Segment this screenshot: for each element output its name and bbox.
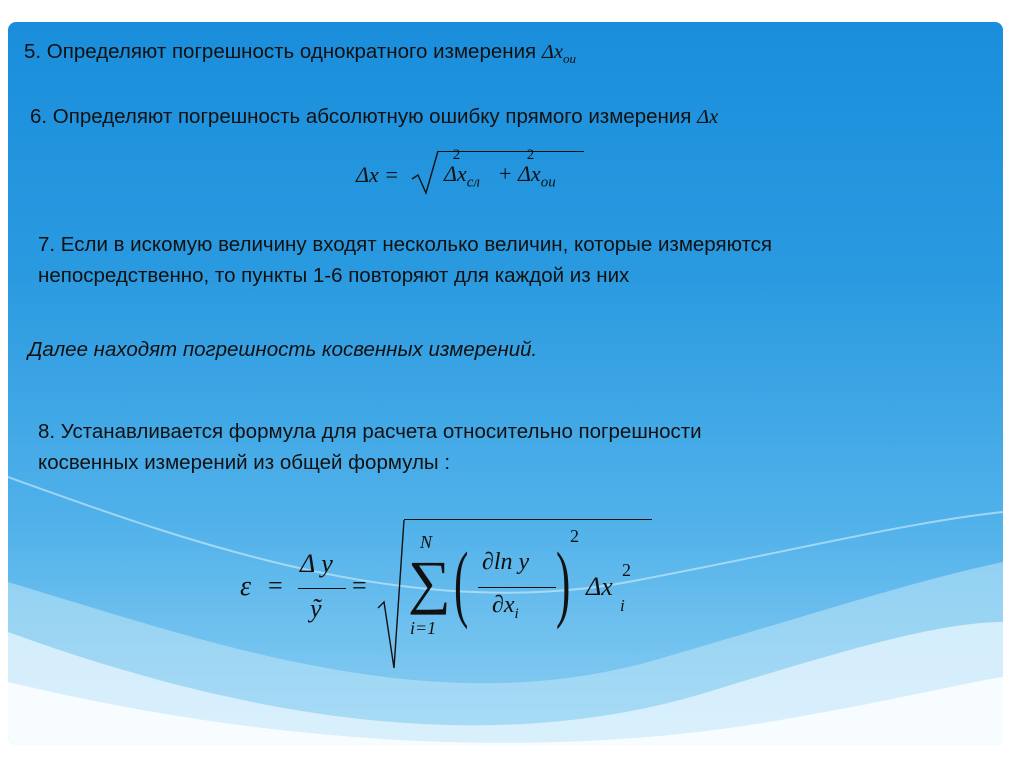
epsilon: ε bbox=[240, 571, 252, 602]
fraction-1-bar bbox=[298, 588, 346, 589]
item-6-symbol: Δx bbox=[697, 106, 719, 128]
item-7 bbox=[38, 229, 772, 291]
equals-1: = bbox=[268, 571, 283, 600]
sum-lower-limit: i=1 bbox=[410, 618, 437, 638]
item-8-line-1: 8. Устанавливается формула для расчета относительно погрешности bbox=[38, 420, 702, 443]
item-8-line-2: косвенных измерений из общей формулы : bbox=[38, 451, 451, 474]
sqrt-bar-large bbox=[404, 519, 652, 520]
partial-numerator: ∂ln y bbox=[482, 549, 530, 575]
right-paren: ) bbox=[556, 534, 571, 630]
sigma-symbol: ∑ bbox=[408, 549, 451, 615]
item-7-line-1: 7. Если в искомую величину входят несколько величин, которые измеряются bbox=[38, 233, 773, 256]
fraction-1-numerator: Δ y bbox=[300, 549, 333, 578]
sqrt-sign-large bbox=[376, 518, 406, 670]
item-7-line-2: непосредственно, то пункты 1-6 повторяют для каждой из них bbox=[38, 264, 630, 287]
note bbox=[28, 334, 537, 365]
item-5-symbol: $\Delta x_{ои}$ bbox=[541, 41, 576, 67]
formula-1-term-2: $\Delta x_{ои}$ 2 bbox=[518, 147, 556, 191]
item-6-text: 6. Определяют погрешность абсолютную ошибку прямого измерения bbox=[30, 105, 692, 128]
left-paren: ( bbox=[454, 534, 469, 630]
delta-term-power: 2 bbox=[622, 560, 631, 580]
item-6 bbox=[30, 101, 718, 133]
formula-1-lhs: Δx = bbox=[356, 162, 400, 187]
note-text: Далее находят погрешность косвенных измерений. bbox=[28, 338, 538, 361]
formula-1-term-1: $\Delta x_{сл}$ 2 bbox=[444, 147, 480, 191]
partial-denominator: $\partial x_i$ bbox=[492, 592, 519, 622]
fraction-1-denominator: ỹ bbox=[310, 594, 322, 623]
sum-upper-limit: N bbox=[420, 532, 433, 552]
equals-2: = bbox=[352, 571, 367, 600]
paren-power: 2 bbox=[570, 526, 579, 546]
delta-term: Δx bbox=[586, 572, 613, 601]
item-5 bbox=[24, 36, 576, 74]
slide bbox=[8, 22, 1003, 745]
item-8 bbox=[38, 416, 702, 478]
item-5-text: 5. Определяют погрешность однократного измерения bbox=[24, 40, 537, 63]
sqrt-sign bbox=[410, 149, 440, 195]
formula-1-plus: + bbox=[499, 161, 512, 186]
delta-term-subscript: i bbox=[620, 596, 625, 615]
partial-bar bbox=[478, 587, 556, 588]
